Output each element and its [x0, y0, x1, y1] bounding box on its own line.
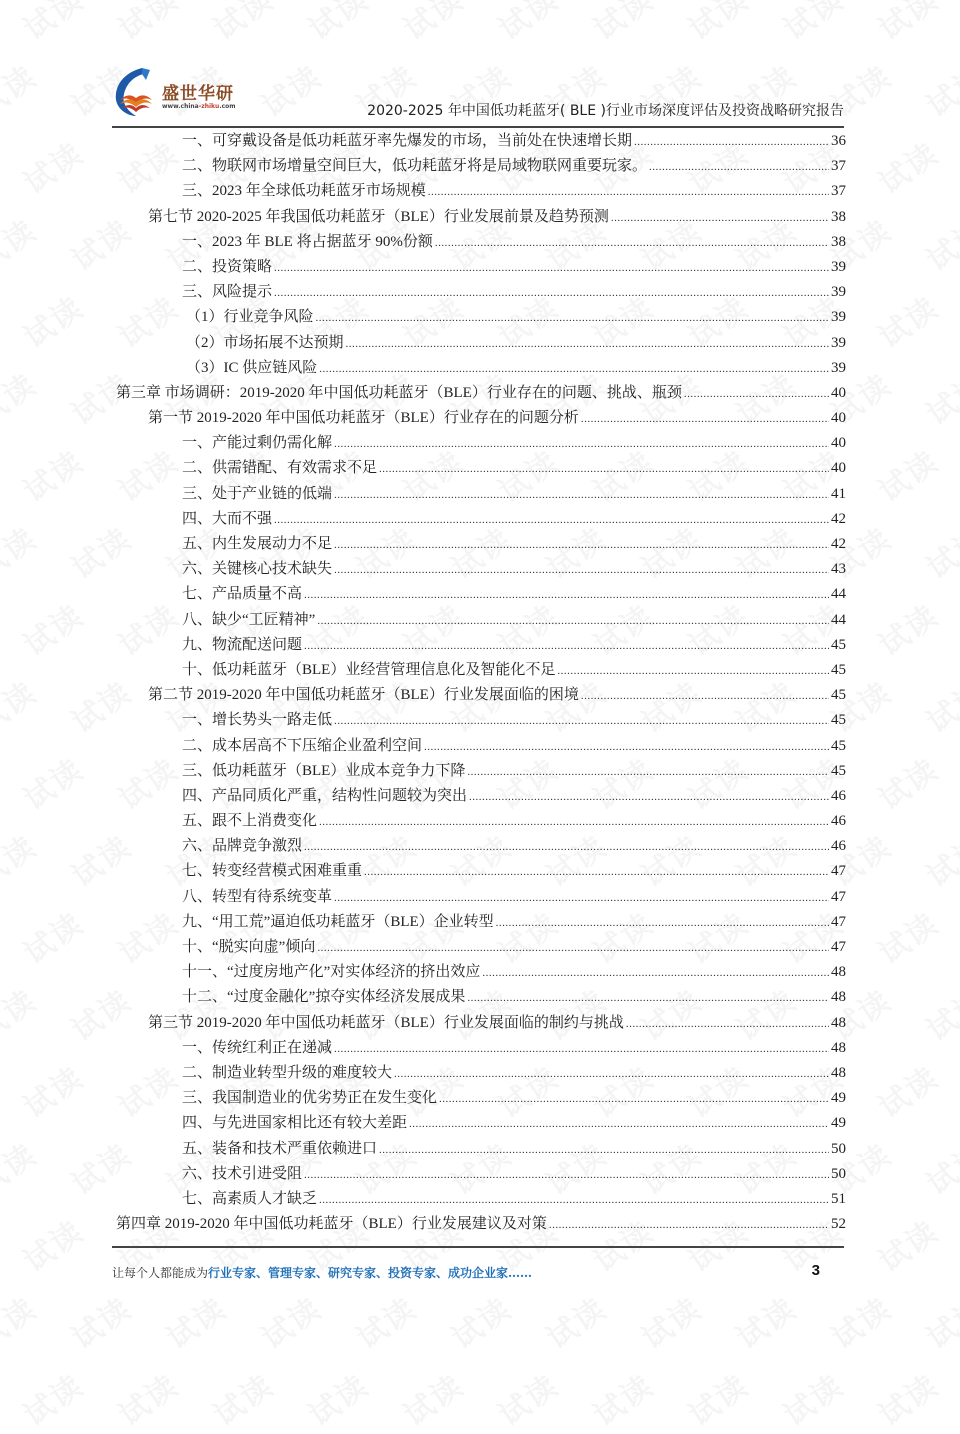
toc-item[interactable] — [116, 179, 846, 204]
toc-item[interactable] — [116, 734, 846, 759]
toc-leader-dots — [424, 735, 829, 760]
toc-item[interactable] — [116, 129, 846, 154]
toc-item[interactable] — [116, 1036, 846, 1061]
toc-label: 二、投资策略 — [182, 258, 273, 275]
watermark-text — [13, 1362, 91, 1434]
toc-item[interactable] — [116, 1137, 846, 1162]
toc-label: 五、跟不上消费变化 — [182, 813, 318, 830]
toc-item[interactable] — [116, 608, 846, 633]
toc-page-number: 47 — [831, 888, 846, 905]
toc-page-number: 52 — [831, 1216, 846, 1233]
toc-label: 第四章 2019-2020 年中国低功耗蓝牙（BLE）行业发展建议及对策 — [116, 1216, 547, 1233]
slogan-prefix: 让每个人都能成为 — [112, 1266, 209, 1280]
toc-leader-dots — [319, 810, 829, 835]
toc-page-number: 45 — [831, 762, 846, 779]
toc-label: 二、供需错配、有效需求不足 — [182, 460, 378, 477]
toc-label: 十二、“过度金融化”掠夺实体经济发展成果 — [182, 989, 466, 1006]
toc-leader-dots — [334, 483, 829, 508]
header-divider — [112, 126, 844, 128]
toc-label: 八、缺少“工匠精神” — [182, 611, 316, 628]
toc-label: 第二节 2019-2020 年中国低功耗蓝牙（BLE）行业发展面临的困境 — [148, 687, 579, 704]
toc-item[interactable] — [116, 482, 846, 507]
toc-page-number: 50 — [831, 1165, 846, 1182]
toc-leader-dots — [334, 709, 829, 734]
toc-page-number: 36 — [831, 133, 846, 149]
toc-label: 二、成本居高不下压缩企业盈利空间 — [182, 737, 423, 754]
toc-leader-dots — [317, 609, 829, 634]
toc-label: 一、2023 年 BLE 将占据蓝牙 90%份额 — [182, 233, 433, 250]
toc-page-number: 40 — [831, 410, 846, 427]
toc-leader-dots — [557, 659, 829, 684]
watermark-text — [393, 1362, 471, 1434]
toc-page-number: 43 — [831, 561, 846, 578]
toc-page-number: 47 — [831, 939, 846, 955]
page-number: 3 — [811, 1262, 820, 1279]
toc-page-number: 48 — [831, 964, 846, 981]
page-header — [112, 64, 844, 126]
toc-section[interactable] — [116, 683, 846, 708]
table-of-contents — [116, 129, 846, 1237]
toc-page-number: 42 — [831, 536, 846, 552]
toc-leader-dots — [319, 1188, 829, 1213]
toc-leader-dots — [496, 911, 829, 936]
watermark-text — [108, 1362, 186, 1434]
logo-url-highlight: zhiku — [201, 103, 220, 110]
logo-url-prefix: www.china- — [162, 103, 202, 110]
toc-leader-dots — [304, 634, 829, 659]
toc-section[interactable] — [116, 205, 846, 230]
company-logo — [112, 64, 252, 120]
toc-leader-dots — [684, 382, 829, 407]
toc-leader-dots — [469, 785, 829, 810]
toc-item[interactable] — [116, 759, 846, 784]
logo-url-suffix: .com — [219, 103, 236, 110]
toc-item[interactable] — [116, 356, 846, 381]
toc-item[interactable] — [116, 557, 846, 582]
toc-leader-dots — [435, 231, 829, 256]
toc-label: 一、可穿戴设备是低功耗蓝牙率先爆发的市场，当前处在快速增长期 — [182, 133, 633, 149]
toc-item[interactable] — [116, 834, 846, 859]
toc-section[interactable] — [116, 406, 846, 431]
footer-slogan — [112, 1264, 532, 1281]
toc-label: 一、产能过剩仍需化解 — [182, 435, 333, 452]
logo-url — [162, 103, 236, 110]
toc-leader-dots — [274, 256, 829, 281]
watermark-text — [678, 1362, 756, 1434]
toc-page-number: 45 — [831, 636, 846, 653]
toc-page-number: 48 — [831, 1064, 846, 1081]
toc-page-number: 48 — [831, 989, 846, 1006]
toc-leader-dots — [467, 760, 829, 785]
toc-page-number: 39 — [831, 359, 846, 376]
toc-page-number: 42 — [831, 510, 846, 527]
toc-leader-dots — [549, 1213, 829, 1238]
toc-label: 三、低功耗蓝牙（BLE）业成本竞争力下降 — [182, 762, 466, 779]
toc-leader-dots — [379, 1138, 829, 1163]
toc-label: 四、与先进国家相比还有较大差距 — [182, 1115, 408, 1132]
toc-item[interactable] — [116, 230, 846, 255]
toc-leader-dots — [334, 886, 829, 911]
toc-leader-dots — [634, 130, 829, 155]
toc-leader-dots — [304, 835, 829, 860]
toc-page-number: 50 — [831, 1140, 846, 1157]
slogan-highlight: 行业专家、管理专家、研究专家、投资专家、成功企业家…… — [208, 1266, 533, 1280]
toc-item[interactable] — [116, 935, 846, 960]
toc-page-number: 48 — [831, 1039, 846, 1056]
toc-item[interactable] — [116, 633, 846, 658]
toc-label: 五、装备和技术严重依赖进口 — [182, 1140, 378, 1157]
toc-label: 六、关键核心技术缺失 — [182, 561, 333, 578]
toc-label: 十、低功耗蓝牙（BLE）业经营管理信息化及智能化不足 — [182, 661, 556, 678]
toc-leader-dots — [482, 961, 829, 986]
toc-label: 七、产品质量不高 — [182, 586, 303, 603]
toc-label: 四、产品同质化严重，结构性问题较为突出 — [182, 787, 468, 804]
toc-page-number: 40 — [831, 384, 846, 401]
toc-item[interactable] — [116, 809, 846, 834]
toc-page-number: 51 — [831, 1190, 846, 1207]
document-title: 2020-2025 年中国低功耗蓝牙( BLE )行业市场深度评估及投资战略研究报告 — [367, 103, 844, 119]
toc-leader-dots — [428, 180, 829, 205]
toc-leader-dots — [274, 281, 829, 306]
toc-item[interactable] — [116, 1111, 846, 1136]
toc-page-number: 45 — [831, 737, 846, 754]
toc-label: 十、“脱实向虚”倾向 — [182, 939, 316, 955]
toc-label: 四、大而不强 — [182, 510, 273, 527]
toc-item[interactable] — [116, 1061, 846, 1086]
toc-page-number: 39 — [831, 334, 846, 351]
toc-item[interactable] — [116, 255, 846, 280]
toc-page-number: 41 — [831, 485, 846, 502]
toc-label: （3）IC 供应链风险 — [186, 359, 318, 376]
toc-page-number: 39 — [831, 258, 846, 275]
toc-leader-dots — [346, 332, 829, 357]
toc-leader-dots — [316, 306, 829, 331]
toc-item[interactable] — [116, 280, 846, 305]
toc-leader-dots — [304, 583, 829, 608]
toc-item[interactable] — [116, 532, 846, 557]
toc-page-number: 39 — [831, 309, 846, 326]
toc-label: 八、转型有待系统变革 — [182, 888, 333, 905]
toc-leader-dots — [304, 1163, 829, 1188]
toc-item[interactable] — [116, 1162, 846, 1187]
toc-label: 二、物联网市场增量空间巨大，低功耗蓝牙将是局域物联网重要玩家。 — [182, 158, 648, 175]
toc-label: （1）行业竞争风险 — [186, 309, 314, 326]
toc-label: 一、增长势头一路走低 — [182, 712, 333, 729]
toc-item[interactable] — [116, 708, 846, 733]
toc-leader-dots — [334, 533, 829, 558]
logo-name: 盛世华研 — [162, 84, 234, 104]
toc-item[interactable] — [116, 305, 846, 330]
footer-divider — [112, 1246, 844, 1248]
toc-label: 第七节 2020-2025 年我国低功耗蓝牙（BLE）行业发展前景及趋势预测 — [148, 208, 609, 225]
toc-page-number: 45 — [831, 687, 846, 704]
toc-page-number: 44 — [831, 586, 846, 603]
toc-chapter[interactable] — [116, 381, 846, 406]
watermark-text — [488, 1362, 566, 1434]
toc-leader-dots — [364, 860, 829, 885]
toc-section[interactable] — [116, 1011, 846, 1036]
toc-leader-dots — [274, 508, 829, 533]
toc-label: 三、风险提示 — [182, 284, 273, 301]
toc-leader-dots — [319, 357, 829, 382]
toc-label: 七、转变经营模式困难重重 — [182, 863, 363, 880]
toc-item[interactable] — [116, 859, 846, 884]
toc-page-number: 38 — [831, 208, 846, 225]
watermark-text — [773, 1362, 851, 1434]
toc-leader-dots — [409, 1112, 829, 1137]
toc-item[interactable] — [116, 331, 846, 356]
toc-page-number: 46 — [831, 787, 846, 804]
toc-leader-dots — [611, 206, 829, 231]
toc-page-number: 39 — [831, 284, 846, 301]
toc-item[interactable] — [116, 1187, 846, 1212]
toc-page-number: 45 — [831, 661, 846, 678]
toc-label: 三、处于产业链的低端 — [182, 485, 333, 502]
toc-page-number: 37 — [831, 183, 846, 200]
toc-chapter[interactable] — [116, 1212, 846, 1237]
watermark-text — [203, 1362, 281, 1434]
toc-page-number: 49 — [831, 1115, 846, 1132]
toc-item[interactable] — [116, 456, 846, 481]
toc-item[interactable] — [116, 910, 846, 935]
toc-leader-dots — [334, 432, 829, 457]
toc-leader-dots — [379, 457, 829, 482]
book-globe-logo-icon — [112, 66, 156, 118]
toc-item[interactable] — [116, 885, 846, 910]
toc-item[interactable] — [116, 582, 846, 607]
toc-label: 六、品牌竞争激烈 — [182, 838, 303, 855]
toc-label: 一、传统红利正在递减 — [182, 1039, 333, 1056]
toc-label: 第三节 2019-2020 年中国低功耗蓝牙（BLE）行业发展面临的制约与挑战 — [148, 1014, 624, 1031]
toc-leader-dots — [334, 558, 829, 583]
toc-page-number: 46 — [831, 838, 846, 855]
toc-leader-dots — [394, 1062, 829, 1087]
toc-label: 三、我国制造业的优劣势正在发生变化 — [182, 1090, 438, 1107]
toc-label: 六、技术引进受阻 — [182, 1165, 303, 1182]
toc-label: 七、高素质人才缺乏 — [182, 1190, 318, 1207]
toc-page-number: 49 — [831, 1090, 846, 1107]
toc-page-number: 40 — [831, 460, 846, 477]
toc-page-number: 47 — [831, 913, 846, 930]
toc-page-number: 40 — [831, 435, 846, 452]
toc-label: （2）市场拓展不达预期 — [186, 334, 344, 351]
toc-item[interactable] — [116, 1086, 846, 1111]
toc-label: 五、内生发展动力不足 — [182, 536, 333, 552]
watermark-text — [868, 1362, 946, 1434]
toc-page-number: 45 — [831, 712, 846, 729]
toc-page-number: 47 — [831, 863, 846, 880]
toc-label: 第一节 2019-2020 年中国低功耗蓝牙（BLE）行业存在的问题分析 — [148, 410, 579, 427]
toc-item[interactable] — [116, 985, 846, 1010]
toc-item[interactable] — [116, 960, 846, 985]
toc-leader-dots — [334, 1037, 829, 1062]
toc-leader-dots — [467, 986, 829, 1011]
toc-page-number: 46 — [831, 813, 846, 830]
toc-label: 九、“用工荒”逼迫低功耗蓝牙（BLE）企业转型 — [182, 913, 494, 930]
toc-leader-dots — [581, 407, 829, 432]
watermark-text — [298, 1362, 376, 1434]
toc-label: 二、制造业转型升级的难度较大 — [182, 1064, 393, 1081]
toc-leader-dots — [317, 936, 829, 961]
toc-page-number: 44 — [831, 611, 846, 628]
toc-item[interactable] — [116, 507, 846, 532]
toc-leader-dots — [581, 684, 829, 709]
toc-item[interactable] — [116, 784, 846, 809]
toc-page-number: 38 — [831, 233, 846, 250]
toc-leader-dots — [626, 1012, 829, 1037]
page-footer — [112, 1264, 844, 1286]
toc-label: 十一、“过度房地产化”对实体经济的挤出效应 — [182, 964, 481, 981]
toc-item[interactable] — [116, 154, 846, 179]
toc-item[interactable] — [116, 658, 846, 683]
toc-leader-dots — [649, 155, 829, 180]
toc-item[interactable] — [116, 431, 846, 456]
toc-label: 第三章 市场调研：2019-2020 年中国低功耗蓝牙（BLE）行业存在的问题、挑战、瓶颈 — [116, 384, 682, 401]
toc-page-number: 48 — [831, 1014, 846, 1031]
toc-label: 三、2023 年全球低功耗蓝牙市场规模 — [182, 183, 426, 200]
toc-leader-dots — [439, 1087, 829, 1112]
watermark-text — [583, 1362, 661, 1434]
toc-label: 九、物流配送问题 — [182, 636, 303, 653]
toc-page-number: 37 — [831, 158, 846, 175]
